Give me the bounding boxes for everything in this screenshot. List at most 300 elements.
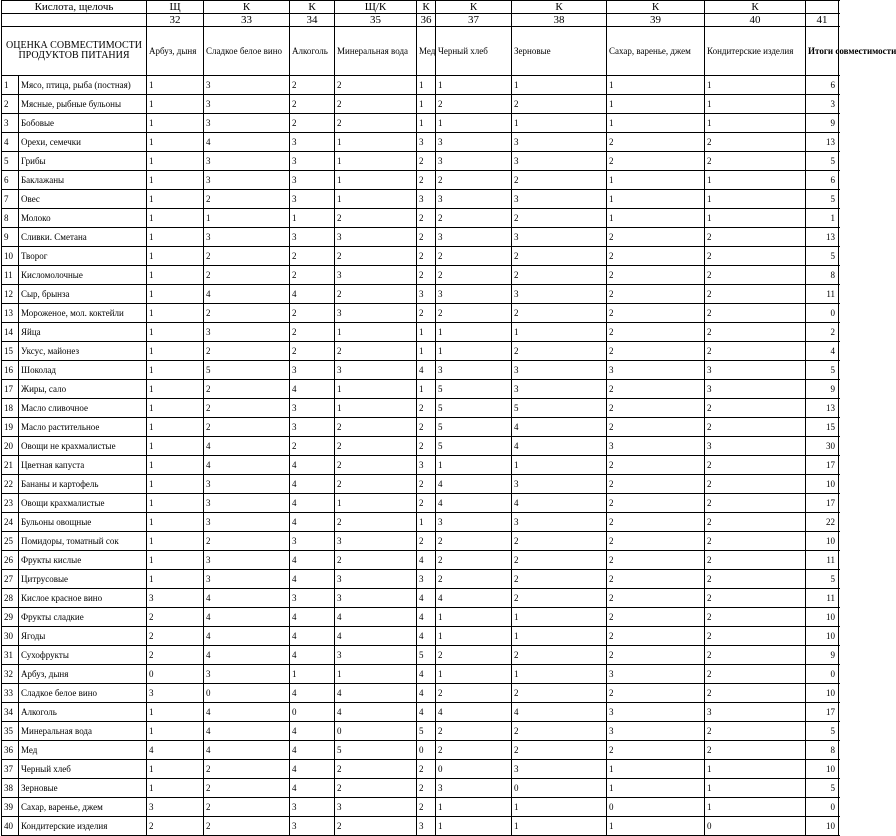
score-cell: 4 — [436, 703, 512, 722]
score-cell: 1 — [147, 380, 204, 399]
score-cell: 3 — [705, 437, 806, 456]
row-number: 19 — [2, 418, 19, 437]
score-cell: 2 — [290, 266, 335, 285]
table-row — [2, 608, 839, 627]
total-cell: 9 — [806, 380, 839, 399]
ph-37: К — [436, 1, 512, 14]
score-cell: 2 — [512, 722, 607, 741]
total-cell: 3 — [806, 95, 839, 114]
product-name: Зерновые — [19, 779, 147, 798]
score-cell: 3 — [204, 95, 290, 114]
score-cell: 4 — [417, 703, 436, 722]
total-cell: 0 — [806, 304, 839, 323]
score-cell: 1 — [147, 285, 204, 304]
score-cell: 2 — [705, 133, 806, 152]
score-cell: 1 — [147, 361, 204, 380]
score-cell: 5 — [204, 361, 290, 380]
col-num-40: 40 — [705, 14, 806, 27]
row-number: 30 — [2, 627, 19, 646]
score-cell: 2 — [417, 418, 436, 437]
total-cell: 5 — [806, 779, 839, 798]
ph-36: К — [417, 1, 436, 14]
score-cell: 1 — [147, 209, 204, 228]
score-cell: 2 — [607, 741, 705, 760]
score-cell: 2 — [607, 323, 705, 342]
col-num-37: 37 — [436, 14, 512, 27]
table-row — [2, 399, 839, 418]
score-cell: 2 — [417, 760, 436, 779]
score-cell: 1 — [335, 152, 417, 171]
row-number: 24 — [2, 513, 19, 532]
score-cell: 1 — [705, 171, 806, 190]
row-number: 25 — [2, 532, 19, 551]
total-cell: 13 — [806, 399, 839, 418]
score-cell: 2 — [607, 228, 705, 247]
product-name: Мясные, рыбные бульоны — [19, 95, 147, 114]
score-cell: 2 — [436, 684, 512, 703]
row-number: 31 — [2, 646, 19, 665]
score-cell: 1 — [705, 779, 806, 798]
total-cell: 10 — [806, 684, 839, 703]
row-number: 40 — [2, 817, 19, 836]
score-cell: 4 — [290, 646, 335, 665]
score-cell: 1 — [705, 76, 806, 95]
product-name: Арбуз, дыня — [19, 665, 147, 684]
score-cell: 1 — [512, 114, 607, 133]
score-cell: 1 — [436, 608, 512, 627]
score-cell: 2 — [290, 342, 335, 361]
score-cell: 3 — [335, 532, 417, 551]
product-name: Уксус, майонез — [19, 342, 147, 361]
score-cell: 1 — [335, 190, 417, 209]
row-number: 6 — [2, 171, 19, 190]
score-cell: 2 — [705, 266, 806, 285]
col-num-36: 36 — [417, 14, 436, 27]
score-cell: 2 — [436, 304, 512, 323]
score-cell: 3 — [335, 646, 417, 665]
score-cell: 3 — [290, 361, 335, 380]
score-cell: 2 — [204, 304, 290, 323]
ph-40: К — [705, 1, 806, 14]
score-cell: 2 — [607, 399, 705, 418]
score-cell: 3 — [147, 798, 204, 817]
total-cell: 10 — [806, 608, 839, 627]
table-row — [2, 589, 839, 608]
score-cell: 5 — [436, 399, 512, 418]
score-cell: 2 — [290, 76, 335, 95]
score-cell: 1 — [607, 95, 705, 114]
col-num-34: 34 — [290, 14, 335, 27]
score-cell: 2 — [607, 342, 705, 361]
product-name: Кисломолочные — [19, 266, 147, 285]
total-cell: 6 — [806, 76, 839, 95]
row-number: 28 — [2, 589, 19, 608]
total-cell: 6 — [806, 171, 839, 190]
table-row — [2, 475, 839, 494]
score-cell: 0 — [290, 703, 335, 722]
score-cell: 3 — [607, 437, 705, 456]
score-cell: 2 — [607, 627, 705, 646]
total-cell: 10 — [806, 817, 839, 836]
score-cell: 3 — [204, 494, 290, 513]
score-cell: 1 — [204, 209, 290, 228]
score-cell: 3 — [512, 190, 607, 209]
product-name: Кондитерские изделия — [19, 817, 147, 836]
total-cell: 5 — [806, 190, 839, 209]
col-name-33: Сладкое белое вино — [204, 27, 290, 76]
product-name: Баклажаны — [19, 171, 147, 190]
score-cell: 1 — [436, 76, 512, 95]
total-cell: 30 — [806, 437, 839, 456]
score-cell: 2 — [436, 722, 512, 741]
product-name: Творог — [19, 247, 147, 266]
score-cell: 1 — [147, 304, 204, 323]
product-name: Бананы и картофель — [19, 475, 147, 494]
score-cell: 5 — [335, 741, 417, 760]
row-number: 16 — [2, 361, 19, 380]
score-cell: 2 — [607, 551, 705, 570]
score-cell: 2 — [335, 209, 417, 228]
column-name-row — [2, 27, 839, 76]
score-cell: 4 — [512, 703, 607, 722]
score-cell: 1 — [417, 323, 436, 342]
product-name: Сахар, варенье, джем — [19, 798, 147, 817]
score-cell: 1 — [335, 399, 417, 418]
product-name: Масло сливочное — [19, 399, 147, 418]
table-row — [2, 741, 839, 760]
score-cell: 4 — [335, 703, 417, 722]
row-number: 15 — [2, 342, 19, 361]
table-row — [2, 798, 839, 817]
product-name: Молоко — [19, 209, 147, 228]
score-cell: 3 — [417, 456, 436, 475]
score-cell: 3 — [436, 228, 512, 247]
score-cell: 4 — [417, 361, 436, 380]
score-cell: 1 — [512, 76, 607, 95]
score-cell: 2 — [335, 247, 417, 266]
score-cell: 2 — [417, 228, 436, 247]
row-number: 9 — [2, 228, 19, 247]
row-number: 2 — [2, 95, 19, 114]
score-cell: 2 — [607, 494, 705, 513]
score-cell: 2 — [512, 342, 607, 361]
table-row — [2, 665, 839, 684]
ph-41 — [806, 1, 839, 14]
score-cell: 4 — [417, 589, 436, 608]
table-row — [2, 627, 839, 646]
score-cell: 2 — [705, 627, 806, 646]
score-cell: 1 — [147, 551, 204, 570]
score-cell: 2 — [436, 247, 512, 266]
row-number: 20 — [2, 437, 19, 456]
score-cell: 1 — [512, 665, 607, 684]
table-row — [2, 703, 839, 722]
score-cell: 2 — [417, 494, 436, 513]
score-cell: 4 — [147, 741, 204, 760]
ph-38: К — [512, 1, 607, 14]
score-cell: 2 — [512, 551, 607, 570]
score-cell: 4 — [290, 570, 335, 589]
score-cell: 1 — [147, 342, 204, 361]
score-cell: 1 — [705, 760, 806, 779]
score-cell: 2 — [607, 684, 705, 703]
score-cell: 4 — [417, 551, 436, 570]
score-cell: 2 — [147, 646, 204, 665]
product-name: Сухофрукты — [19, 646, 147, 665]
row-number: 39 — [2, 798, 19, 817]
score-cell: 4 — [335, 627, 417, 646]
score-cell: 3 — [512, 513, 607, 532]
total-cell: 5 — [806, 361, 839, 380]
score-cell: 3 — [417, 817, 436, 836]
score-cell: 1 — [147, 722, 204, 741]
total-cell: 10 — [806, 627, 839, 646]
score-cell: 3 — [147, 589, 204, 608]
score-cell: 5 — [417, 722, 436, 741]
score-cell: 2 — [705, 323, 806, 342]
score-cell: 3 — [147, 684, 204, 703]
score-cell: 1 — [417, 76, 436, 95]
col-name-40: Кондитерские изделия — [705, 27, 806, 76]
score-cell: 2 — [607, 475, 705, 494]
score-cell: 3 — [290, 399, 335, 418]
score-cell: 2 — [290, 247, 335, 266]
total-cell: 9 — [806, 646, 839, 665]
score-cell: 3 — [436, 152, 512, 171]
table-row — [2, 228, 839, 247]
table-row — [2, 456, 839, 475]
score-cell: 3 — [204, 475, 290, 494]
total-cell: 2 — [806, 323, 839, 342]
ph-39: К — [607, 1, 705, 14]
row-number: 26 — [2, 551, 19, 570]
score-cell: 3 — [512, 133, 607, 152]
score-cell: 3 — [204, 152, 290, 171]
score-cell: 4 — [204, 703, 290, 722]
score-cell: 2 — [705, 399, 806, 418]
score-cell: 2 — [290, 95, 335, 114]
ph-33: К — [204, 1, 290, 14]
product-name: Мясо, птица, рыба (постная) — [19, 76, 147, 95]
score-cell: 5 — [436, 418, 512, 437]
score-cell: 1 — [607, 760, 705, 779]
score-cell: 3 — [436, 190, 512, 209]
score-cell: 4 — [290, 285, 335, 304]
score-cell: 1 — [147, 513, 204, 532]
table-row — [2, 570, 839, 589]
score-cell: 2 — [436, 532, 512, 551]
score-cell: 2 — [607, 285, 705, 304]
score-cell: 3 — [335, 798, 417, 817]
table-row — [2, 285, 839, 304]
score-cell: 1 — [290, 665, 335, 684]
score-cell: 1 — [512, 456, 607, 475]
score-cell: 2 — [705, 304, 806, 323]
score-cell: 3 — [512, 285, 607, 304]
score-cell: 2 — [512, 741, 607, 760]
score-cell: 2 — [417, 532, 436, 551]
score-cell: 1 — [512, 798, 607, 817]
score-cell: 1 — [436, 342, 512, 361]
total-cell: 17 — [806, 494, 839, 513]
score-cell: 1 — [512, 817, 607, 836]
score-cell: 3 — [204, 76, 290, 95]
table-row — [2, 171, 839, 190]
score-cell: 2 — [417, 437, 436, 456]
score-cell: 3 — [436, 133, 512, 152]
table-row — [2, 342, 839, 361]
score-cell: 4 — [204, 646, 290, 665]
score-cell: 1 — [147, 437, 204, 456]
score-cell: 1 — [147, 760, 204, 779]
table-row — [2, 114, 839, 133]
score-cell: 4 — [512, 437, 607, 456]
score-cell: 2 — [147, 608, 204, 627]
score-cell: 4 — [204, 589, 290, 608]
score-cell: 4 — [290, 722, 335, 741]
total-cell: 0 — [806, 665, 839, 684]
row-number: 23 — [2, 494, 19, 513]
table-row — [2, 722, 839, 741]
row-number: 33 — [2, 684, 19, 703]
score-cell: 1 — [335, 323, 417, 342]
score-cell: 1 — [417, 342, 436, 361]
col-name-38: Зерновые — [512, 27, 607, 76]
score-cell: 4 — [417, 684, 436, 703]
score-cell: 2 — [705, 342, 806, 361]
score-cell: 2 — [607, 532, 705, 551]
score-cell: 4 — [512, 494, 607, 513]
score-cell: 1 — [607, 817, 705, 836]
score-cell: 4 — [417, 608, 436, 627]
score-cell: 3 — [204, 665, 290, 684]
product-name: Алкоголь — [19, 703, 147, 722]
score-cell: 1 — [512, 323, 607, 342]
total-cell: 5 — [806, 722, 839, 741]
score-cell: 3 — [607, 703, 705, 722]
score-cell: 2 — [335, 513, 417, 532]
score-cell: 5 — [512, 399, 607, 418]
score-cell: 3 — [204, 114, 290, 133]
score-cell: 2 — [335, 475, 417, 494]
product-name: Черный хлеб — [19, 760, 147, 779]
product-name: Овощи крахмалистые — [19, 494, 147, 513]
row-number: 13 — [2, 304, 19, 323]
score-cell: 3 — [290, 133, 335, 152]
table-row — [2, 494, 839, 513]
table-row — [2, 152, 839, 171]
col-num-38: 38 — [512, 14, 607, 27]
score-cell: 4 — [436, 494, 512, 513]
row-number: 22 — [2, 475, 19, 494]
score-cell: 2 — [705, 665, 806, 684]
col-num-41: 41 — [806, 14, 839, 27]
product-name: Шоколад — [19, 361, 147, 380]
total-cell: 11 — [806, 551, 839, 570]
row-number: 29 — [2, 608, 19, 627]
acidity-label: Кислота, щелочь — [2, 1, 147, 14]
col-name-36: Мед — [417, 27, 436, 76]
number-row-blank — [2, 14, 147, 27]
score-cell: 2 — [607, 608, 705, 627]
score-cell: 2 — [705, 285, 806, 304]
score-cell: 2 — [705, 646, 806, 665]
score-cell: 1 — [607, 190, 705, 209]
score-cell: 2 — [204, 760, 290, 779]
score-cell: 2 — [436, 171, 512, 190]
score-cell: 0 — [147, 665, 204, 684]
product-name: Минеральная вода — [19, 722, 147, 741]
score-cell: 3 — [335, 570, 417, 589]
score-cell: 3 — [436, 361, 512, 380]
score-cell: 3 — [417, 133, 436, 152]
total-cell: 8 — [806, 266, 839, 285]
score-cell: 3 — [417, 285, 436, 304]
score-cell: 2 — [607, 456, 705, 475]
score-cell: 2 — [607, 133, 705, 152]
score-cell: 1 — [335, 171, 417, 190]
score-cell: 2 — [147, 627, 204, 646]
score-cell: 2 — [512, 646, 607, 665]
col-name-35: Минеральная вода — [335, 27, 417, 76]
row-number: 7 — [2, 190, 19, 209]
score-cell: 2 — [417, 304, 436, 323]
product-name: Мед — [19, 741, 147, 760]
score-cell: 2 — [512, 247, 607, 266]
score-cell: 4 — [290, 608, 335, 627]
table-row — [2, 323, 839, 342]
table-row — [2, 76, 839, 95]
score-cell: 2 — [705, 722, 806, 741]
score-cell: 1 — [705, 95, 806, 114]
score-cell: 2 — [417, 779, 436, 798]
score-cell: 2 — [417, 171, 436, 190]
row-number: 37 — [2, 760, 19, 779]
score-cell: 2 — [436, 646, 512, 665]
score-cell: 2 — [607, 266, 705, 285]
score-cell: 3 — [290, 589, 335, 608]
score-cell: 1 — [436, 665, 512, 684]
score-cell: 2 — [705, 741, 806, 760]
score-cell: 2 — [607, 418, 705, 437]
score-cell: 2 — [417, 475, 436, 494]
row-number: 4 — [2, 133, 19, 152]
score-cell: 2 — [417, 209, 436, 228]
total-cell: 4 — [806, 342, 839, 361]
ph-34: К — [290, 1, 335, 14]
product-name: Фрукты кислые — [19, 551, 147, 570]
table-title: ОЦЕНКА СОВМЕСТИМОСТИ ПРОДУКТОВ ПИТАНИЯ — [2, 27, 147, 76]
table-row — [2, 760, 839, 779]
product-name: Кислое красное вино — [19, 589, 147, 608]
total-cell: 15 — [806, 418, 839, 437]
score-cell: 1 — [147, 171, 204, 190]
score-cell: 2 — [335, 760, 417, 779]
score-cell: 3 — [290, 152, 335, 171]
score-cell: 2 — [705, 247, 806, 266]
score-cell: 3 — [335, 266, 417, 285]
score-cell: 2 — [705, 513, 806, 532]
score-cell: 1 — [147, 570, 204, 589]
score-cell: 3 — [204, 513, 290, 532]
score-cell: 2 — [290, 437, 335, 456]
table-row — [2, 532, 839, 551]
score-cell: 3 — [335, 304, 417, 323]
score-cell: 1 — [436, 627, 512, 646]
score-cell: 2 — [417, 798, 436, 817]
total-cell: 9 — [806, 114, 839, 133]
score-cell: 2 — [512, 684, 607, 703]
